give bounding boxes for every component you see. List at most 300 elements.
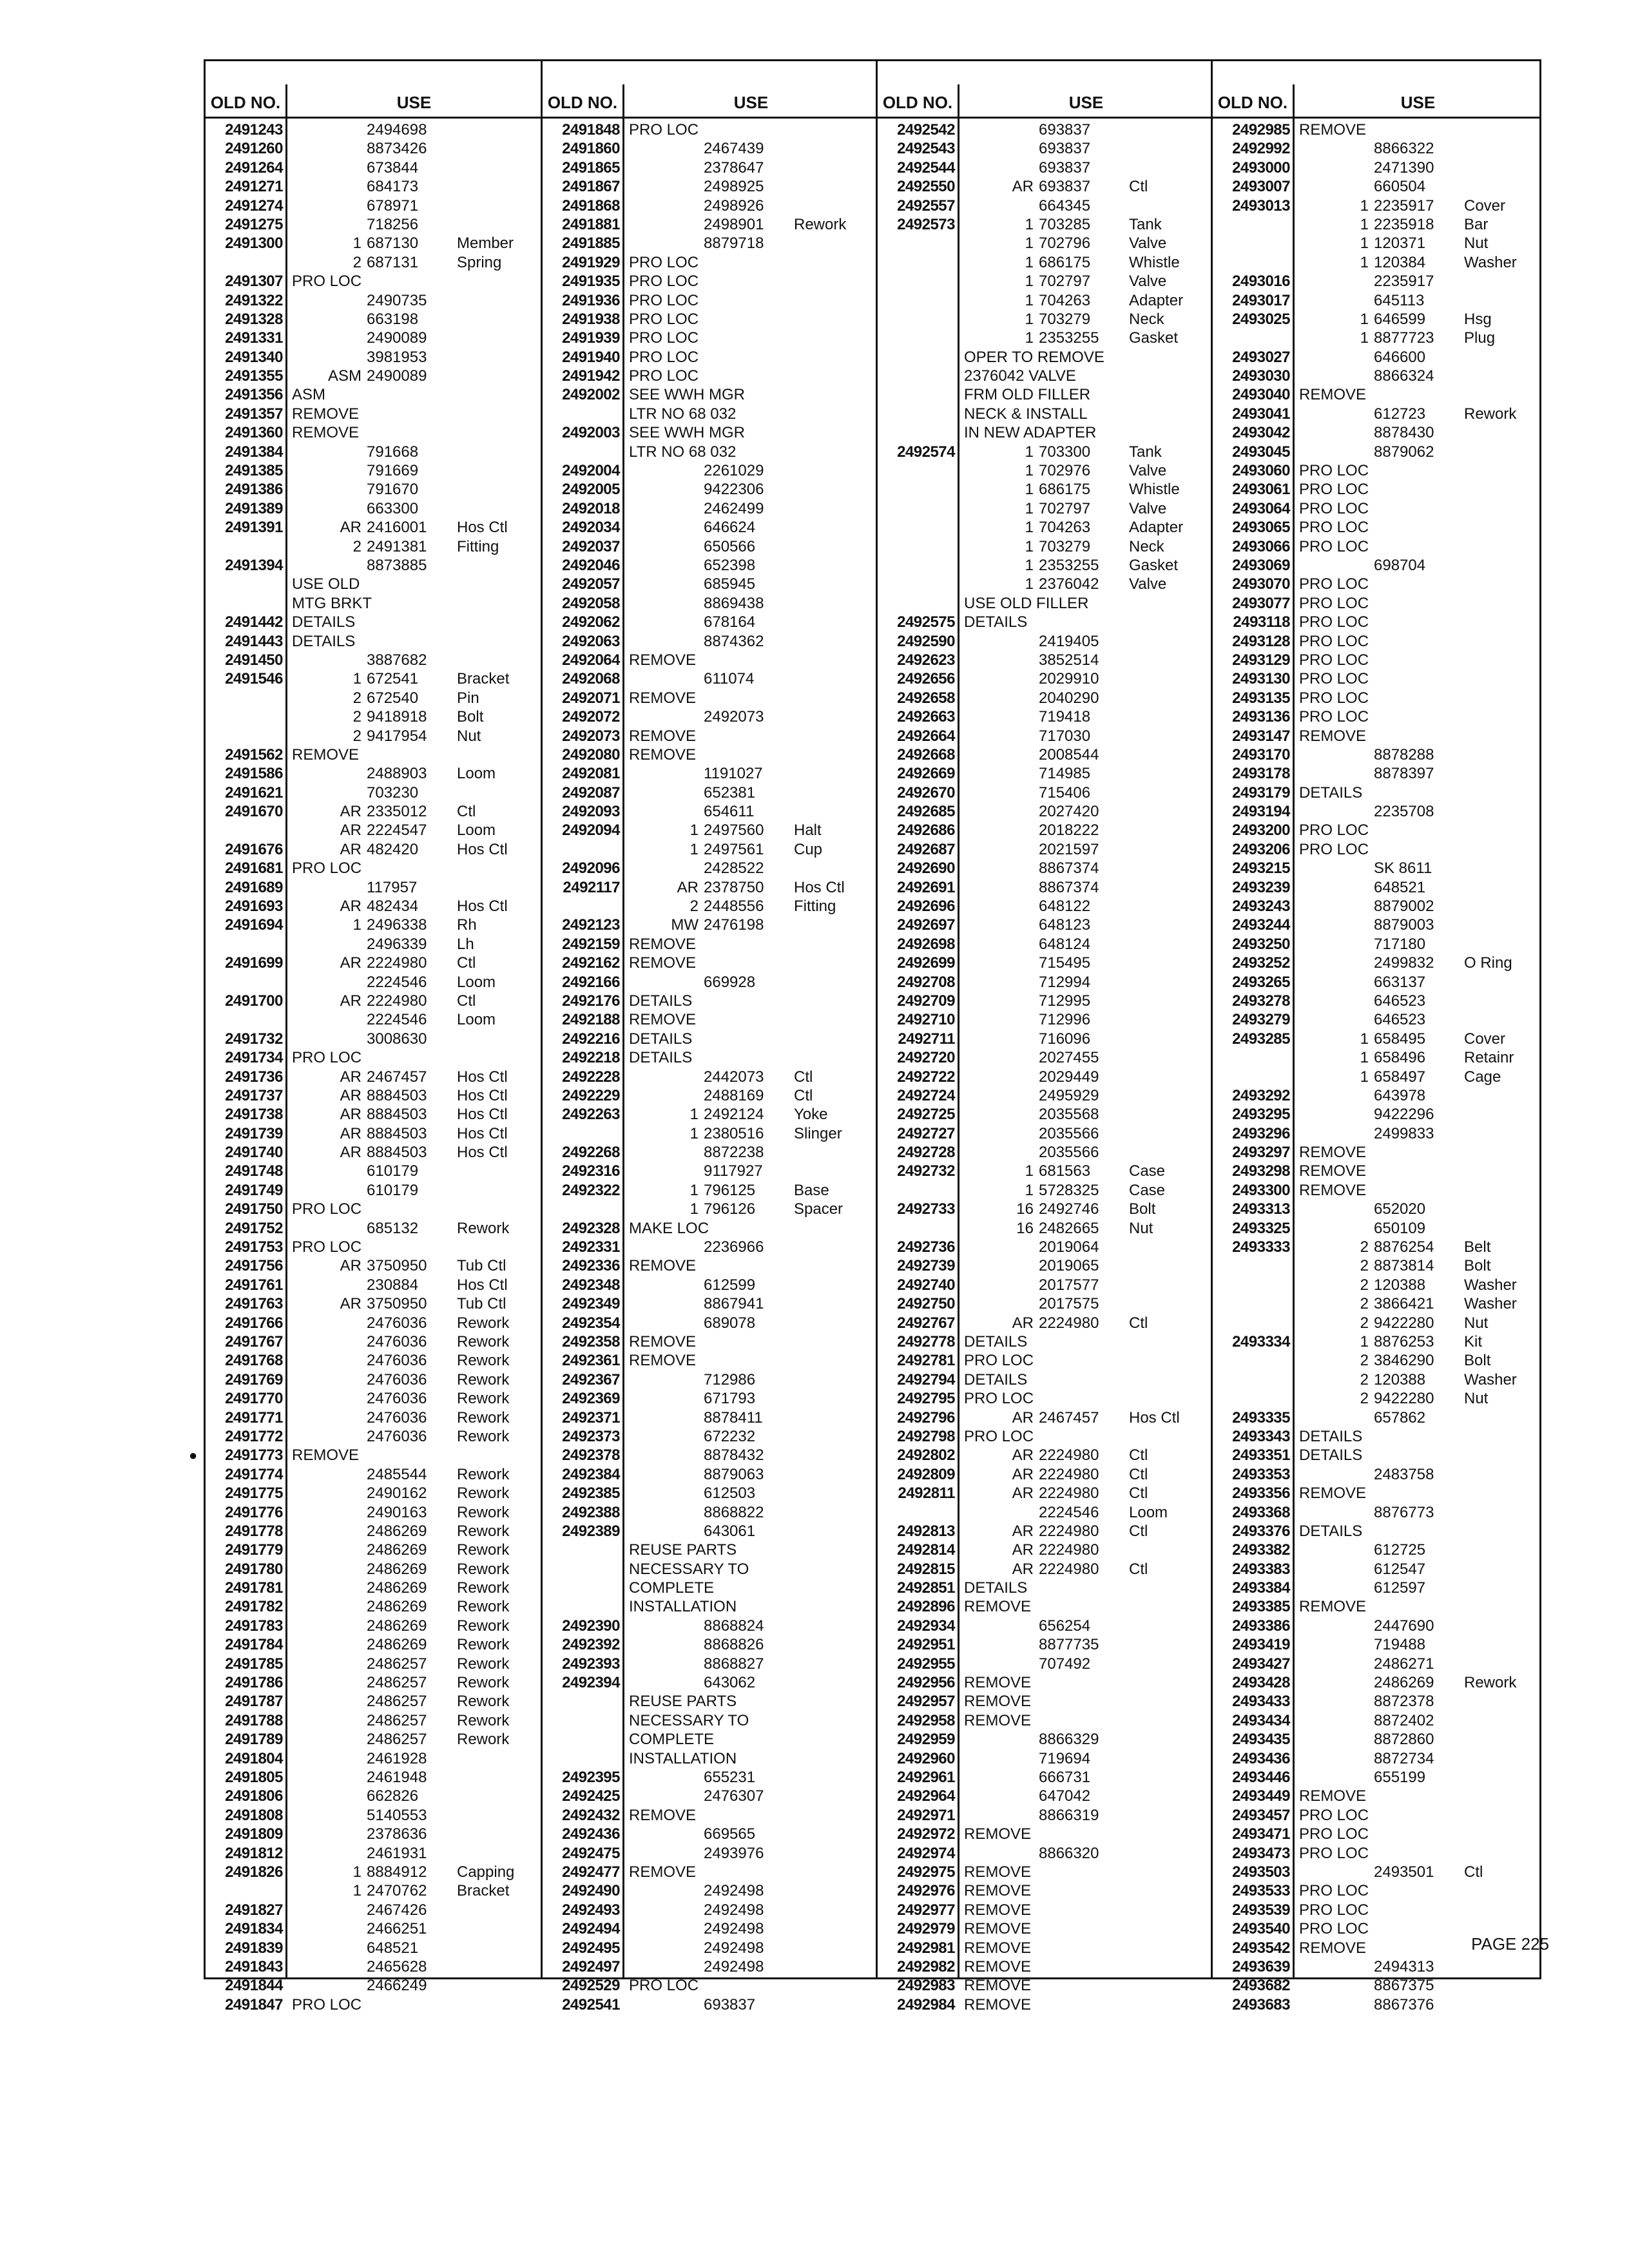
table-row <box>1213 992 1541 1010</box>
table-row <box>1213 916 1541 934</box>
part-description: Rework <box>457 1560 510 1578</box>
part-description: Ctl <box>794 1068 813 1086</box>
table-row <box>1213 272 1541 291</box>
table-row <box>543 575 878 593</box>
quantity: 1 <box>1025 273 1034 291</box>
table-row <box>878 1238 1213 1256</box>
new-part-number: 2491381 <box>367 537 427 555</box>
table-row <box>878 461 1213 480</box>
old-part-number: 2491749 <box>225 1181 283 1199</box>
table-row <box>543 1939 878 1957</box>
table-row <box>878 329 1213 347</box>
part-description: Rework <box>457 1541 510 1559</box>
old-part-number: 2491271 <box>225 178 283 196</box>
table-row <box>878 310 1213 329</box>
instruction-text: MTG BRKT <box>292 594 372 612</box>
old-part-number: 2492992 <box>1232 140 1290 158</box>
new-part-number: 2467457 <box>367 1068 427 1086</box>
quantity: AR <box>1012 1541 1034 1559</box>
new-part-number: 2224980 <box>1039 1560 1099 1578</box>
table-row <box>878 537 1213 556</box>
new-part-number: 8879062 <box>1374 443 1434 461</box>
old-part-number: 2492972 <box>897 1825 955 1843</box>
quantity: 1 <box>1025 575 1034 593</box>
old-part-number: 2492395 <box>562 1768 620 1786</box>
new-part-number: 2495929 <box>1039 1086 1099 1104</box>
instruction-text: SEE WWH MGR <box>629 386 745 404</box>
old-part-number: 2493427 <box>1232 1655 1290 1673</box>
part-description: Loom <box>457 1011 496 1029</box>
table-row <box>878 1730 1213 1749</box>
new-part-number: 2224980 <box>1039 1465 1099 1483</box>
old-part-number: 2491331 <box>225 329 283 347</box>
table-row <box>1213 1976 1541 1995</box>
new-part-number: 482420 <box>367 840 419 858</box>
table-row <box>1213 1256 1541 1275</box>
table-row <box>878 992 1213 1010</box>
old-part-number: 2492981 <box>897 1939 955 1957</box>
new-part-number: 655199 <box>1374 1768 1426 1786</box>
column-header <box>878 84 1213 119</box>
table-row <box>543 1446 878 1465</box>
old-part-number: 2492228 <box>562 1068 620 1086</box>
instruction-text: REMOVE <box>1299 1485 1367 1503</box>
old-part-number: 2492690 <box>897 860 955 878</box>
new-part-number: 2485544 <box>367 1465 427 1483</box>
table-row <box>543 423 878 442</box>
table-row <box>543 443 878 461</box>
new-part-number: 8878397 <box>1374 765 1434 783</box>
old-part-number: 2492696 <box>897 898 955 916</box>
table-row <box>543 461 878 480</box>
old-part-number: 2492378 <box>562 1446 620 1465</box>
table-row <box>543 1256 878 1275</box>
quantity: 1 <box>352 1882 361 1900</box>
quantity: AR <box>340 954 361 972</box>
old-part-number: 2492062 <box>562 613 620 631</box>
new-part-number: 669565 <box>704 1825 756 1843</box>
quantity: 1 <box>1025 443 1034 461</box>
table-row <box>1213 518 1541 537</box>
old-part-number: 2493540 <box>1232 1920 1290 1938</box>
part-description: Belt <box>1464 1238 1491 1256</box>
table-panel-1 <box>189 61 541 2013</box>
new-part-number: 712994 <box>1039 973 1091 991</box>
part-description: Bolt <box>1464 1257 1491 1275</box>
part-description: Nut <box>1464 1314 1489 1332</box>
quantity: AR <box>1012 1314 1034 1332</box>
old-part-number: 2492037 <box>562 537 620 555</box>
instruction-text: REMOVE <box>629 935 697 953</box>
new-part-number: 693837 <box>1039 140 1091 158</box>
old-part-number: 2492710 <box>897 1011 955 1029</box>
new-part-number: 2499833 <box>1374 1124 1434 1142</box>
table-row <box>206 197 541 215</box>
old-part-number: 2492670 <box>897 783 955 802</box>
old-part-number: 2493435 <box>1232 1731 1290 1749</box>
quantity: AR <box>1012 178 1034 196</box>
new-part-number: 702976 <box>1039 462 1091 480</box>
table-row <box>1213 1957 1541 1976</box>
quantity: AR <box>340 1124 361 1142</box>
old-part-number: 2493356 <box>1232 1485 1290 1503</box>
new-part-number: 2380516 <box>704 1124 764 1142</box>
old-part-number: 2492669 <box>897 765 955 783</box>
instruction-text: REMOVE <box>629 727 697 745</box>
quantity: 1 <box>689 822 699 840</box>
table-row <box>543 1314 878 1332</box>
table-row <box>878 1503 1213 1522</box>
table-row <box>1213 1522 1541 1541</box>
table-row <box>543 291 878 310</box>
table-row <box>1213 1635 1541 1654</box>
new-part-number: 612723 <box>1374 405 1426 423</box>
table-row <box>543 594 878 613</box>
table-row <box>878 1673 1213 1692</box>
new-part-number: 2416001 <box>367 519 427 537</box>
table-row <box>878 897 1213 916</box>
table-row <box>543 1010 878 1029</box>
old-part-number: 2492656 <box>897 670 955 688</box>
old-part-number: 2491694 <box>225 916 283 934</box>
old-part-number: 2492385 <box>562 1485 620 1503</box>
new-part-number: 2498925 <box>704 178 764 196</box>
instruction-text: PRO LOC <box>629 348 699 366</box>
table-row <box>206 1749 541 1768</box>
table-row <box>878 727 1213 745</box>
instruction-text: PRO LOC <box>964 1390 1034 1408</box>
old-part-number: 2492432 <box>562 1806 620 1824</box>
new-part-number: 650109 <box>1374 1219 1426 1237</box>
new-part-number: 2461948 <box>367 1768 427 1786</box>
part-description: Tank <box>1129 443 1162 461</box>
table-row <box>1213 139 1541 158</box>
old-part-number: 2492960 <box>897 1749 955 1767</box>
quantity: 1 <box>352 1863 361 1881</box>
table-row <box>206 1919 541 1938</box>
old-part-number: 2491300 <box>225 235 283 253</box>
table-row <box>206 499 541 518</box>
old-part-number: 2492985 <box>1232 121 1290 139</box>
part-description: Rework <box>794 215 847 233</box>
quantity: 1 <box>1025 291 1034 309</box>
old-part-number: 2493334 <box>1232 1333 1290 1350</box>
quantity: 2 <box>1360 1276 1369 1294</box>
old-part-number: 2491806 <box>225 1787 283 1805</box>
use-header: USE <box>285 84 541 117</box>
table-row <box>1213 821 1541 840</box>
table-row <box>543 1181 878 1200</box>
old-part-number: 2493639 <box>1232 1957 1290 1975</box>
table-row <box>206 651 541 669</box>
old-part-number: 2492081 <box>562 765 620 783</box>
table-row <box>878 1276 1213 1294</box>
table-row <box>206 385 541 404</box>
part-description: Hos Ctl <box>457 1106 508 1124</box>
old-part-number: 2492725 <box>897 1106 955 1124</box>
old-part-number: 2491328 <box>225 310 283 328</box>
part-description: Fitting <box>457 537 499 555</box>
table-row <box>206 1256 541 1275</box>
part-description: Hos Ctl <box>457 519 508 537</box>
old-part-number: 2492369 <box>562 1390 620 1408</box>
new-part-number: 2029449 <box>1039 1068 1099 1086</box>
new-part-number: 2224546 <box>367 973 427 991</box>
old-part-number: 2493178 <box>1232 765 1290 783</box>
instruction-text: PRO LOC <box>1299 594 1369 612</box>
table-row <box>878 234 1213 253</box>
table-row <box>878 1256 1213 1275</box>
table-row <box>878 291 1213 310</box>
instruction-text: REMOVE <box>964 1920 1032 1938</box>
table-row <box>206 1068 541 1086</box>
table-row <box>878 215 1213 234</box>
old-part-number: 2493384 <box>1232 1579 1290 1597</box>
old-part-number: 2492003 <box>562 424 620 442</box>
new-part-number: 2490163 <box>367 1503 427 1521</box>
new-part-number: 2470762 <box>367 1882 427 1900</box>
new-part-number: 703279 <box>1039 537 1091 555</box>
table-row <box>543 1389 878 1408</box>
old-part-number: 2491700 <box>225 992 283 1010</box>
part-description: Rework <box>457 1522 510 1540</box>
part-description: Nut <box>1464 1390 1489 1408</box>
old-part-number: 2492002 <box>562 386 620 404</box>
table-row <box>1213 1276 1541 1294</box>
old-part-number: 2492739 <box>897 1257 955 1275</box>
new-part-number: 698704 <box>1374 556 1426 574</box>
part-description: Rework <box>457 1693 510 1711</box>
old-part-number: 2491789 <box>225 1731 283 1749</box>
old-part-number: 2492263 <box>562 1106 620 1124</box>
part-description: Rework <box>457 1598 510 1616</box>
old-part-number: 2492740 <box>897 1276 955 1294</box>
old-part-number: 2491808 <box>225 1806 283 1824</box>
old-part-number: 2492733 <box>897 1200 955 1218</box>
new-part-number: 8873814 <box>1374 1257 1434 1275</box>
table-row <box>543 1294 878 1313</box>
part-description: Valve <box>1129 235 1167 253</box>
table-row <box>1213 764 1541 783</box>
new-part-number: 2466251 <box>367 1920 427 1938</box>
table-row <box>878 840 1213 859</box>
table-row <box>878 613 1213 631</box>
quantity: 1 <box>1025 556 1034 574</box>
new-part-number: 2482665 <box>1039 1219 1099 1237</box>
table-row <box>206 1124 541 1143</box>
part-description: Capping <box>457 1863 515 1881</box>
old-part-number: 2492490 <box>562 1882 620 1900</box>
table-row <box>543 1579 878 1597</box>
part-description: Case <box>1129 1181 1166 1199</box>
old-part-number: 2493296 <box>1232 1124 1290 1142</box>
table-row <box>543 367 878 385</box>
old-part-number: 2491812 <box>225 1844 283 1862</box>
old-part-number: 2491940 <box>562 348 620 366</box>
table-row <box>543 1806 878 1825</box>
table-row <box>543 1124 878 1143</box>
table-row <box>206 1048 541 1067</box>
table-row <box>878 1427 1213 1446</box>
instruction-text: REMOVE <box>629 651 697 669</box>
old-part-number: 2491356 <box>225 386 283 404</box>
new-part-number: 646599 <box>1374 310 1426 328</box>
new-part-number: 9422296 <box>1374 1106 1434 1124</box>
table-row <box>878 1655 1213 1673</box>
table-row <box>206 1844 541 1863</box>
old-part-number: 2492794 <box>897 1370 955 1389</box>
table-row <box>543 310 878 329</box>
new-part-number: 660504 <box>1374 178 1426 196</box>
old-part-number: 2491860 <box>562 140 620 158</box>
table-row <box>206 707 541 726</box>
table-row <box>1213 367 1541 385</box>
part-description: Pin <box>457 689 479 707</box>
quantity: 1 <box>1025 235 1034 253</box>
old-part-number: 2491442 <box>225 613 283 631</box>
table-row <box>1213 1370 1541 1389</box>
table-row <box>543 1863 878 1881</box>
table-row <box>206 859 541 878</box>
new-part-number: 2378636 <box>367 1825 427 1843</box>
instruction-text: DETAILS <box>1299 1446 1363 1465</box>
old-part-number: 2491772 <box>225 1427 283 1445</box>
table-row <box>543 1408 878 1427</box>
old-part-number: 2493000 <box>1232 159 1290 177</box>
new-part-number: 2461931 <box>367 1844 427 1862</box>
table-row <box>543 272 878 291</box>
old-part-number: 2493351 <box>1232 1446 1290 1465</box>
new-part-number: 687130 <box>367 235 419 253</box>
table-row <box>1213 556 1541 575</box>
new-part-number: 2448556 <box>704 898 764 916</box>
instruction-text: REMOVE <box>292 405 360 423</box>
new-part-number: 5140553 <box>367 1806 427 1824</box>
instruction-text: PRO LOC <box>1299 1844 1369 1862</box>
new-part-number: 2428522 <box>704 860 764 878</box>
quantity: AR <box>340 803 361 821</box>
part-description: Whistle <box>1129 253 1180 271</box>
new-part-number: 686175 <box>1039 253 1091 271</box>
old-part-number: 2493473 <box>1232 1844 1290 1862</box>
table-row <box>878 499 1213 518</box>
table-row <box>1213 1427 1541 1446</box>
old-part-number: 2492732 <box>897 1162 955 1180</box>
part-description: Rework <box>457 1674 510 1692</box>
new-part-number: 3750950 <box>367 1257 427 1275</box>
old-part-number: 2493170 <box>1232 745 1290 764</box>
table-row <box>878 120 1213 139</box>
table-row <box>1213 727 1541 745</box>
old-part-number: 2491809 <box>225 1825 283 1843</box>
part-description: Ctl <box>1464 1863 1483 1881</box>
table-row <box>206 1560 541 1579</box>
instruction-text: PRO LOC <box>629 253 699 271</box>
new-part-number: 2040290 <box>1039 689 1099 707</box>
new-part-number: 2498926 <box>704 197 764 215</box>
old-part-number: 2491736 <box>225 1068 283 1086</box>
instruction-text: INSTALLATION <box>629 1598 737 1616</box>
new-part-number: 2493976 <box>704 1844 764 1862</box>
old-part-number: 2492529 <box>562 1977 620 1995</box>
old-part-number: 2492123 <box>562 916 620 934</box>
old-part-number: 2492436 <box>562 1825 620 1843</box>
old-part-number: 2491766 <box>225 1314 283 1332</box>
old-part-number: 2492778 <box>897 1333 955 1350</box>
quantity: MW <box>671 916 699 934</box>
table-row <box>1213 1048 1541 1067</box>
instruction-text: PRO LOC <box>1299 1901 1369 1919</box>
old-part-number: 2493343 <box>1232 1427 1290 1445</box>
part-description: Hos Ctl <box>457 898 508 916</box>
new-part-number: 5728325 <box>1039 1181 1099 1199</box>
old-part-number: 2492851 <box>897 1579 955 1597</box>
table-row <box>206 1939 541 1957</box>
old-part-number: 2493065 <box>1232 519 1290 537</box>
table-row <box>543 480 878 499</box>
new-part-number: 719694 <box>1039 1749 1091 1767</box>
new-part-number: 8868824 <box>704 1617 764 1635</box>
old-part-number: 2492781 <box>897 1352 955 1370</box>
old-part-number: 2491699 <box>225 954 283 972</box>
table-row <box>1213 669 1541 688</box>
old-part-number: 2492977 <box>897 1901 955 1919</box>
table-row <box>1213 1389 1541 1408</box>
old-part-number: 2493007 <box>1232 178 1290 196</box>
new-part-number: 2476036 <box>367 1352 427 1370</box>
table-row <box>206 1427 541 1446</box>
instruction-text: DETAILS <box>1299 1427 1363 1445</box>
new-part-number: 2486269 <box>367 1636 427 1654</box>
table-row <box>206 1768 541 1787</box>
instruction-text: REMOVE <box>1299 1598 1367 1616</box>
instruction-text: DETAILS <box>629 1049 693 1067</box>
table-row <box>1213 1030 1541 1048</box>
table-row <box>1213 1105 1541 1124</box>
old-part-number: 2492166 <box>562 973 620 991</box>
table-row <box>1213 651 1541 669</box>
quantity: 1 <box>1025 310 1034 328</box>
quantity: 1 <box>1025 253 1034 271</box>
old-part-number: 2493064 <box>1232 499 1290 517</box>
old-part-number: 2491763 <box>225 1295 283 1313</box>
old-part-number: 2491805 <box>225 1768 283 1786</box>
table-row <box>878 348 1213 367</box>
old-no-header: OLD NO. <box>210 93 281 112</box>
old-part-number: 2491307 <box>225 273 283 291</box>
part-description: Valve <box>1129 462 1167 480</box>
instruction-text: COMPLETE <box>629 1579 715 1597</box>
old-part-number: 2491843 <box>225 1957 283 1975</box>
table-row <box>1213 613 1541 631</box>
new-part-number: 2490735 <box>367 291 427 309</box>
old-part-number: 2491340 <box>225 348 283 366</box>
table-row <box>1213 329 1541 347</box>
table-row <box>543 1105 878 1124</box>
new-part-number: 658495 <box>1374 1030 1426 1048</box>
old-part-number: 2493135 <box>1232 689 1290 707</box>
table-row <box>206 1806 541 1825</box>
table-row <box>1213 783 1541 802</box>
instruction-text: PRO LOC <box>1299 1882 1369 1900</box>
new-part-number: 3852514 <box>1039 651 1099 669</box>
old-part-number: 2493503 <box>1232 1863 1290 1881</box>
old-part-number: 2492687 <box>897 840 955 858</box>
table-row <box>878 1522 1213 1541</box>
quantity: 1 <box>1025 519 1034 537</box>
part-description: Halt <box>794 822 822 840</box>
new-part-number: 8884912 <box>367 1863 427 1881</box>
